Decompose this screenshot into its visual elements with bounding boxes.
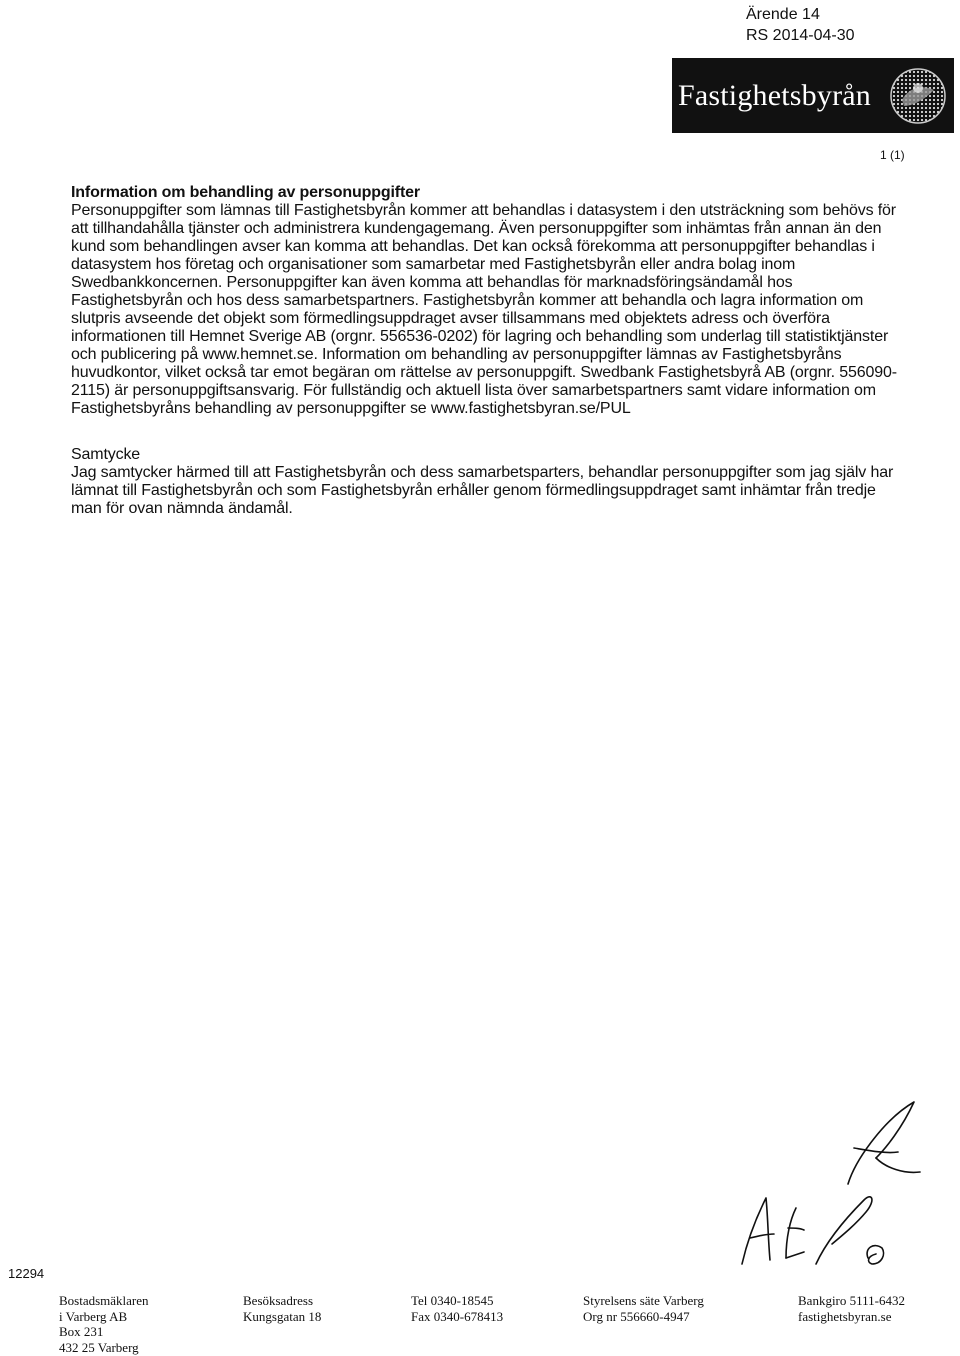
footer-company-line: 432 25 Varberg [59, 1339, 139, 1355]
handwritten-signature-initials [736, 1088, 936, 1278]
footer-company-line: i Varberg AB [59, 1308, 128, 1324]
company-logo [672, 58, 954, 133]
footer-fax-line: Fax 0340-678413 [411, 1308, 504, 1324]
case-date: RS 2014-04-30 [746, 27, 855, 44]
case-number: Ärende 14 [746, 6, 820, 23]
footer-company [59, 1293, 149, 1355]
footer-board [583, 1293, 704, 1324]
document-body [71, 184, 901, 518]
footer-website-line: fastighetsbyran.se [798, 1308, 892, 1324]
footer-orgnr-line: Org nr 556660-4947 [583, 1308, 690, 1324]
consent-paragraph: Jag samtycker härmed till att Fastighetsbyrån och dess samarbetsparters, behandlar personuppgifter som jag själv har lämnat till Fastighetsbyrån och som Fastighetsbyrån erhåller genom förmedlingsuppdraget samt inhämtar från tredje man för ovan nämnda ändamål. [71, 464, 894, 517]
footer-visit-line: Besöksadress [243, 1293, 314, 1308]
footer-bank [798, 1293, 905, 1324]
logo-text: Fastighetsbyrån [678, 78, 871, 112]
consent-title: Samtycke [71, 446, 141, 463]
document-number: 12294 [8, 1266, 45, 1281]
section-heading: Information om behandling av personuppgifter [71, 184, 420, 201]
footer-phone-line: Tel 0340-18545 [411, 1293, 494, 1308]
footer-phone [411, 1293, 503, 1324]
swedbank-emblem-icon [888, 66, 948, 126]
page-number: 1 (1) [880, 148, 905, 162]
footer-visit-line: Kungsgatan 18 [243, 1308, 322, 1324]
footer-visit-address [243, 1293, 321, 1324]
footer-company-line: Box 231 [59, 1324, 104, 1339]
footer-board-line: Styrelsens säte Varberg [583, 1293, 704, 1308]
privacy-paragraph: Personuppgifter som lämnas till Fastighetsbyrån kommer att behandlas i datasystem i den utsträckning som behövs för att tillhandahålla tjänster och administrera kundengagemang. Även personuppgifter som inhämtas från annan än den kund som behandlingen avser kan komma att behandlas. Det kan också förekomma att personuppgifter behandlas i datasystem hos företag och organisationer som samarbetar med Fastighetsbyrån eller andra bolag inom Swedbankkoncernen. Personuppgifter kan även komma att behandlas för marknadsföringsändamål hos Fastighetsbyrån och hos dess samarbetspartners. Fastighetsbyrån kommer att behandla och lagra information om slutpris avseende det objekt som förmedlingsuppdraget avser tillsammans med objektets adress och överföra informationen till Hemnet Sverige AB (orgnr. 556536-0202) för lagring och behandling som underlag till statistiktjänster och publicering på www.hemnet.se. Information om behandling av personuppgifter lämnas av Fastighetsbyråns huvudkontor, vilket också tar emot begäran om rättelse av personuppgift. Swedbank Fastighetsbyrå AB (orgnr. 556090-2115) är personuppgiftsansvarig. För fullständig och aktuell lista över samarbetspartners samt vidare information om Fastighetsbyråns behandling av personuppgifter se www.fastighetsbyran.se/PUL [71, 202, 897, 417]
footer-bankgiro-line: Bankgiro 5111-6432 [798, 1293, 905, 1308]
case-reference [746, 4, 855, 46]
footer-company-line: Bostadsmäklaren [59, 1293, 149, 1308]
